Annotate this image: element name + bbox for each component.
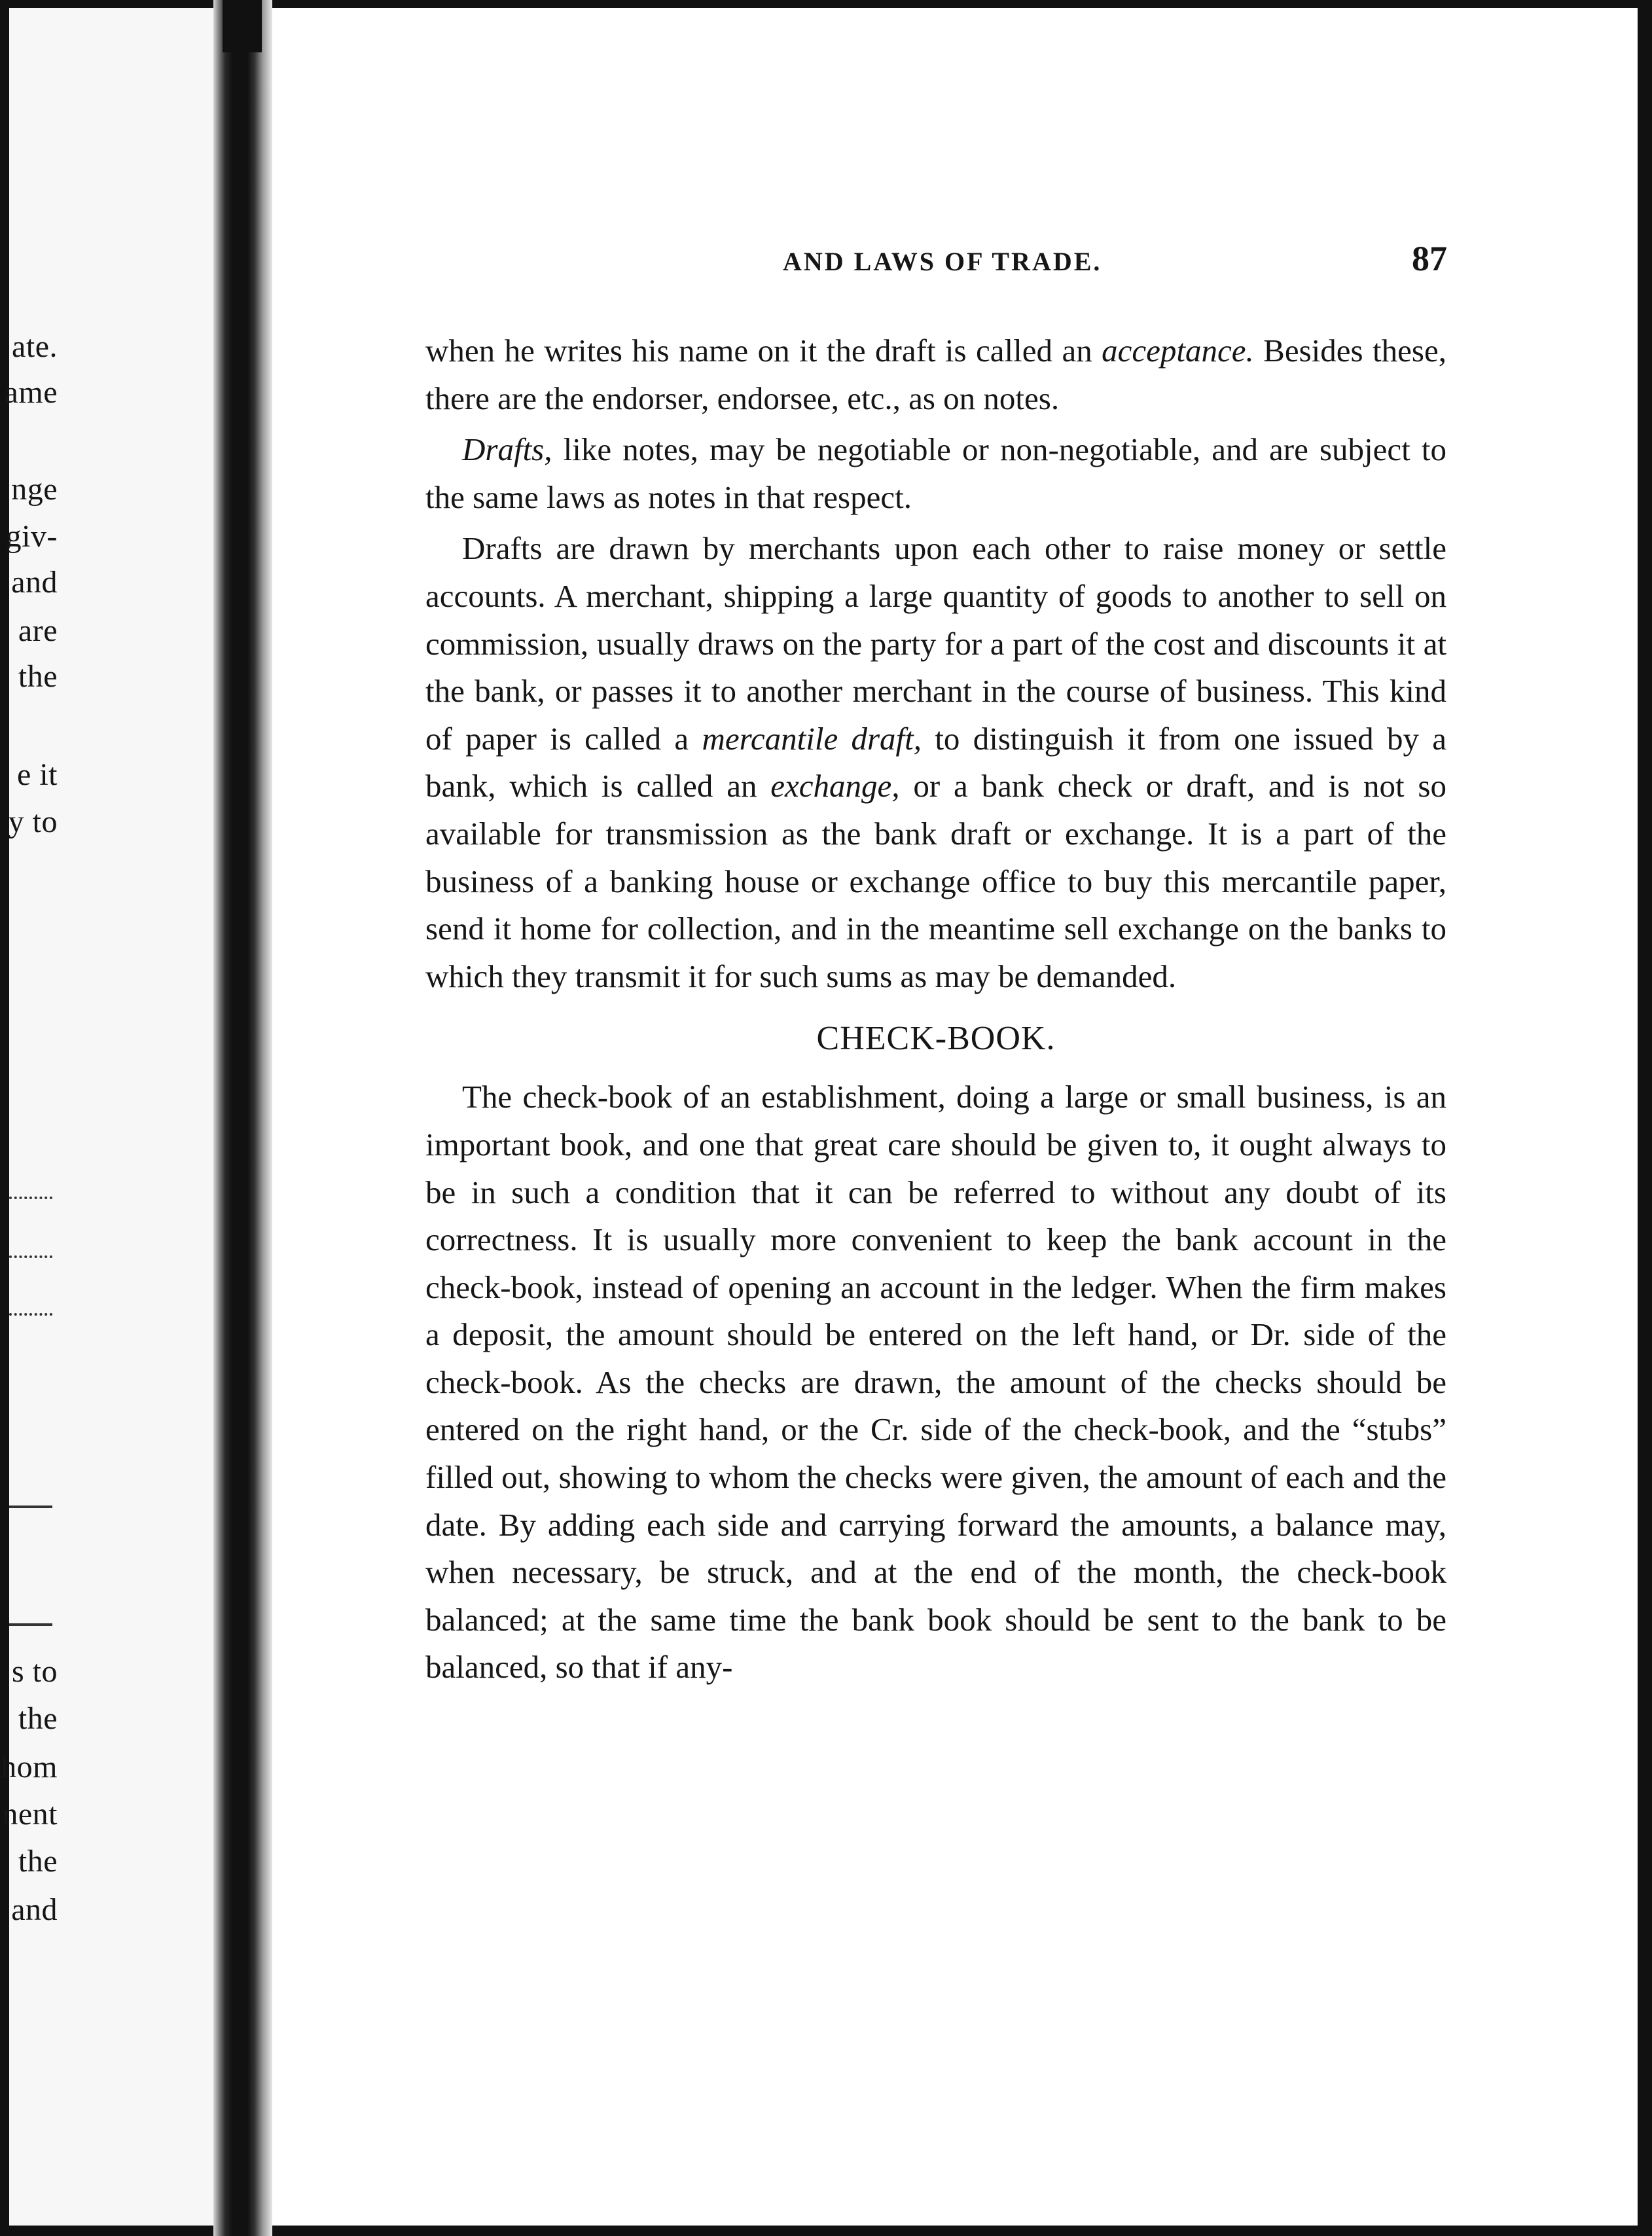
page-number: 87 (1412, 239, 1447, 278)
previous-page-text (1, 0, 58, 2236)
prev-fragment: hom (1, 1750, 58, 1784)
paragraph-continuation: when he writes his name on it the draft is called an acceptance. Besides these, there are the endorser, endorsee, etc., as on notes. (425, 333, 1446, 416)
prev-rule (9, 1506, 52, 1508)
scan-frame-right (1638, 0, 1652, 2236)
book-spine-shadow (213, 0, 272, 2236)
prev-fragment: e it (17, 757, 58, 792)
scan-frame-left (0, 0, 9, 2236)
emphasis-exchange: exchange, (770, 768, 900, 804)
book-spine-top (223, 0, 262, 52)
prev-rule (9, 1623, 52, 1626)
emphasis-acceptance: acceptance. (1102, 333, 1254, 369)
prev-fragment: and (11, 565, 58, 600)
paragraph-drafts: Drafts, like notes, may be negotiable or non-negotiable, and are subject to the same laws as notes in that respect. (425, 431, 1446, 515)
prev-fragment: nge (11, 472, 58, 507)
page-body (425, 327, 1446, 1691)
prev-dotted-leader (9, 1197, 52, 1199)
prev-fragment: the (18, 1844, 58, 1879)
paragraph-check-book: The check-book of an establishment, doing a large or small business, is an important book, and one that great care should be given to, it ought always to be in such a condition that it can be referred to without any doubt of its correctness. It is usually more convenient to keep the bank account in the check-book, instead of opening an account in the ledger. When the firm makes a deposit, the amount should be entered on the left hand, or Dr. side of the check-book. As the checks are drawn, the amount of the checks should be entered on the right hand, or the Cr. side of the check-book, and the “stubs” filled out, showing to whom the checks were given, the amount of each and the date. By adding each side and carrying forward the amounts, a balance may, when necessary, be struck, and at the end of the month, the check-book balanced; at the same time the bank book should be sent to the bank to be balanced, so that if any- (425, 1079, 1446, 1686)
prev-fragment: y to (8, 804, 58, 839)
prev-dotted-leader (9, 1313, 52, 1316)
prev-fragment: ate. (12, 329, 58, 364)
prev-fragment: and (11, 1892, 58, 1927)
prev-fragment: s to (11, 1654, 58, 1689)
emphasis-drafts: Drafts, (462, 431, 552, 468)
prev-dotted-leader (9, 1255, 52, 1258)
section-heading: CHECK-BOOK. (816, 1020, 1056, 1058)
prev-fragment: are (18, 613, 58, 648)
prev-fragment: giv- (5, 519, 58, 554)
emphasis-mercantile-draft: mercantile draft, (702, 720, 922, 757)
prev-fragment: the (18, 1701, 58, 1736)
paragraph-mercantile: Drafts are drawn by merchants upon each other to raise money or settle accounts. A merchant, shipping a large quantity of goods to another to sell on commission, usually draws on the party for a part of the cost and discounts it at the bank, or passes it to another merchant in the course of business. This kind of paper is called a mercantile draft, to distinguish it from one issued by a bank, which is called an exchange, or a bank check or draft, and is not so available for transmission as the bank draft or exchange. It is a part of the business of a banking house or exchange office to buy this mercantile paper, send it home for collection, and in the meantime sell exchange on the banks to which they transmit it for such sums as may be demanded. (425, 530, 1446, 994)
prev-fragment: ame (4, 375, 58, 410)
running-head: AND LAWS OF TRADE. (783, 247, 1102, 276)
prev-fragment: nent (2, 1797, 58, 1831)
prev-fragment: the (18, 659, 58, 694)
